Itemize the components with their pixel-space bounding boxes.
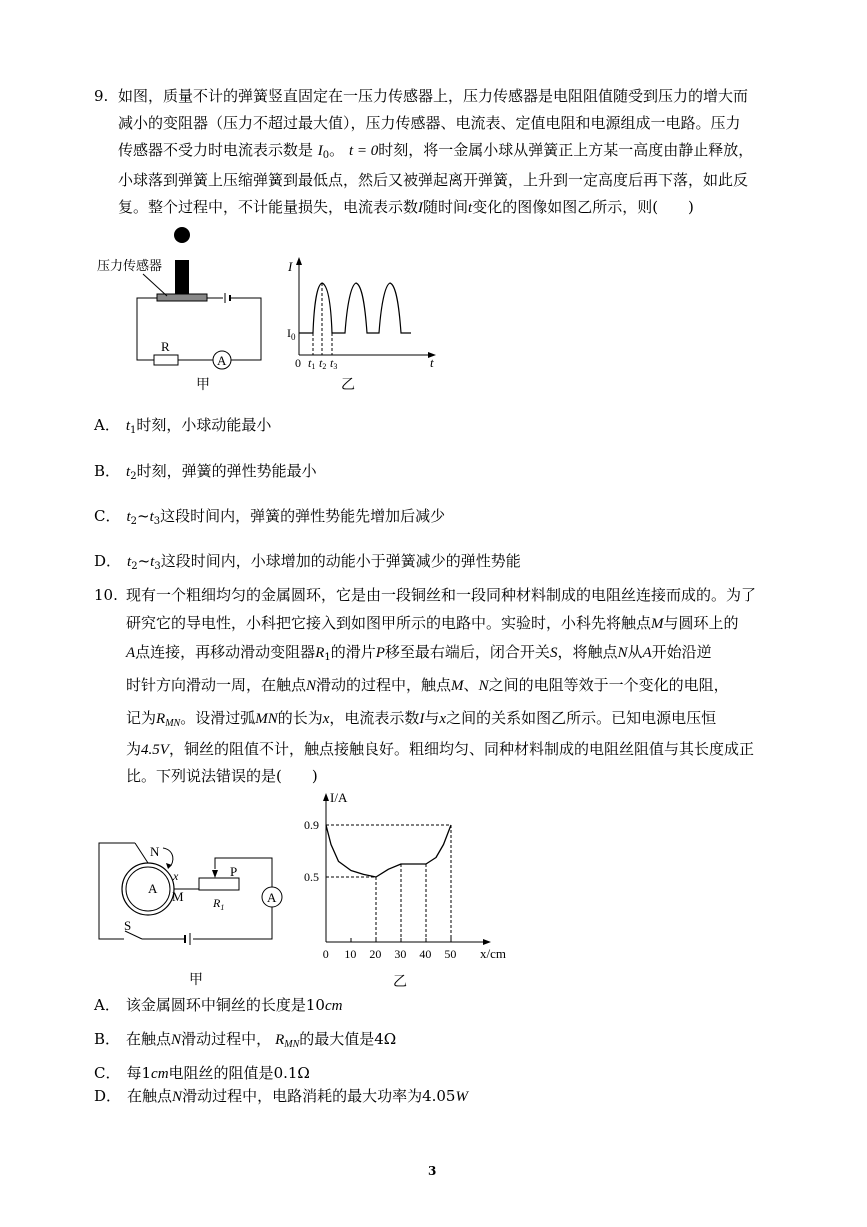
x-tick-label-50: 50 <box>444 947 457 961</box>
contact-n-arrow <box>166 863 172 869</box>
pressure-sensor <box>157 294 207 301</box>
resistor-label: R <box>161 339 170 354</box>
page-number: 3 <box>428 1164 437 1178</box>
q9-line-2: 减小的变阻器（压力不超过最大值），压力传感器、电流表、定值电阻和电源组成一电路。压力 <box>118 114 741 132</box>
q10-option-b[interactable]: B． 在触点N滑动过程中， $R_{MN}$的最大值是4Ω <box>94 1030 397 1050</box>
q9-number: 9. <box>94 87 109 105</box>
q9-option-a[interactable]: A． $t_1$时刻，小球动能最小 <box>94 416 272 436</box>
wire-bottom-right <box>193 907 272 939</box>
q10-option-a[interactable]: A． 该金属圆环中铜丝的长度是10cm <box>94 996 343 1014</box>
caption-jia: 甲 <box>196 377 210 393</box>
origin-label: 0 <box>295 356 301 370</box>
q10-number: 10. <box>94 586 118 604</box>
point-m-label: M <box>172 889 184 904</box>
x-tick-label-0: 0 <box>322 947 329 961</box>
x-label: t <box>430 355 434 370</box>
ammeter-label: A <box>217 353 227 368</box>
t1-label: t1 <box>308 356 316 371</box>
x-axis-label: x/cm <box>480 946 506 961</box>
contact-n-label: N <box>150 844 160 859</box>
caption-yi: 乙 <box>393 974 407 990</box>
t2-label: t2 <box>319 356 327 371</box>
y-axis-arrow <box>296 257 302 265</box>
slider-p <box>212 870 218 878</box>
rheostat-r1 <box>199 878 239 890</box>
q10-line-3: A点连接，再移动滑动变阻器$R_1$的滑片P移至最右端后，闭合开关S，将触点N从A开始沿逆 <box>126 643 712 663</box>
q9-figure-yi <box>283 255 443 397</box>
q9-line-5: 复。整个过程中，不计能量损失，电流表示数I随时间t变化的图像如图乙所示，则( ) <box>118 198 694 216</box>
t3-label: t3 <box>330 356 338 371</box>
sensor-label: 压力传感器 <box>97 259 163 274</box>
point-a-label: A <box>148 881 158 896</box>
sensor-pointer <box>143 274 167 296</box>
q10-line-1: 现有一个粗细均匀的金属圆环，它是由一段铜丝和一段同种材料制成的电阻丝连接而成的。为了 <box>126 586 757 604</box>
q9-figure-jia <box>95 222 275 397</box>
q10-option-c[interactable]: C． 每1cm电阻丝的阻值是0.1Ω <box>94 1064 310 1082</box>
x-tick-label-10: 10 <box>344 947 357 961</box>
q10-line-2: 研究它的导电性，小科把它接入到如图甲所示的电路中。实验时，小科先将触点M与圆环上的 <box>126 614 739 632</box>
caption-yi: 乙 <box>341 377 355 393</box>
x-axis-arrow <box>483 939 491 945</box>
i0-label: $I_0$ <box>287 326 296 342</box>
y-tick-label-0.9: 0.9 <box>304 818 319 832</box>
q10-figure-jia <box>95 835 285 990</box>
wire-right <box>231 298 261 360</box>
q9-option-d[interactable]: D． $t_2\sim t_3$这段时间内，小球增加的动能小于弹簧减少的弹性势能 <box>94 552 521 572</box>
q10-figure-yi-chart <box>295 790 525 995</box>
slider-p-label: P <box>230 864 238 879</box>
ammeter-label: A <box>267 890 277 905</box>
x-tick-label-40: 40 <box>419 947 432 961</box>
metal-ball <box>174 227 190 243</box>
y-label: I <box>288 259 293 274</box>
switch-s-label: S <box>124 918 132 933</box>
x-tick-label-20: 20 <box>369 947 382 961</box>
wire-left <box>137 298 157 360</box>
q10-option-d[interactable]: D． 在触点N滑动过程中，电路消耗的最大功率为4.05W <box>94 1087 468 1105</box>
q9-option-c[interactable]: C． $t_2\sim t_3$这段时间内，弹簧的弹性势能先增加后减少 <box>94 507 446 527</box>
q9-line-3: 传感器不受力时电流表示数是 $I_0$。 t = 0时刻，将一金属小球从弹簧正上方某一高度由静止释放， <box>118 141 754 161</box>
q10-line-4: 时针方向滑动一周，在触点N滑动的过程中，触点M、N之间的电阻等效于一个变化的电阻， <box>126 676 729 694</box>
wire-to-ring <box>135 843 148 863</box>
q9-option-b[interactable]: B． $t_2$时刻，弹簧的弹性势能最小 <box>94 462 317 482</box>
resistor-r <box>154 355 178 365</box>
caption-jia: 甲 <box>189 972 203 988</box>
q10-line-5: 记为$R_{MN}$。设滑过弧MN的长为x，电流表示数I与x之间的关系如图乙所示。已知电源电压恒 <box>126 709 717 729</box>
spring-block <box>175 260 189 296</box>
q10-line-6: 为4.5V，铜丝的阻值不计，触点接触良好。粗细均匀、同种材料制成的电阻丝阻值与其长度成正 <box>126 740 754 758</box>
q10-line-7: 比。下列说法错误的是( ) <box>126 767 318 785</box>
r1-label: $R_1$ <box>213 896 225 912</box>
y-tick-label-0.5: 0.5 <box>304 870 319 884</box>
x-tick-label-30: 30 <box>394 947 407 961</box>
q9-line-1: 如图，质量不计的弹簧竖直固定在一压力传感器上，压力传感器是电阻阻值随受到压力的增大而 <box>118 87 749 105</box>
y-axis-label: I/A <box>330 790 348 805</box>
current-curve <box>299 283 411 333</box>
series-line-I <box>326 825 451 877</box>
q9-line-4: 小球落到弹簧上压缩弹簧到最低点，然后又被弹起离开弹簧，上升到一定高度后再下落，如此反 <box>118 171 749 189</box>
x-label: x <box>173 869 179 883</box>
y-axis-arrow <box>323 793 329 801</box>
